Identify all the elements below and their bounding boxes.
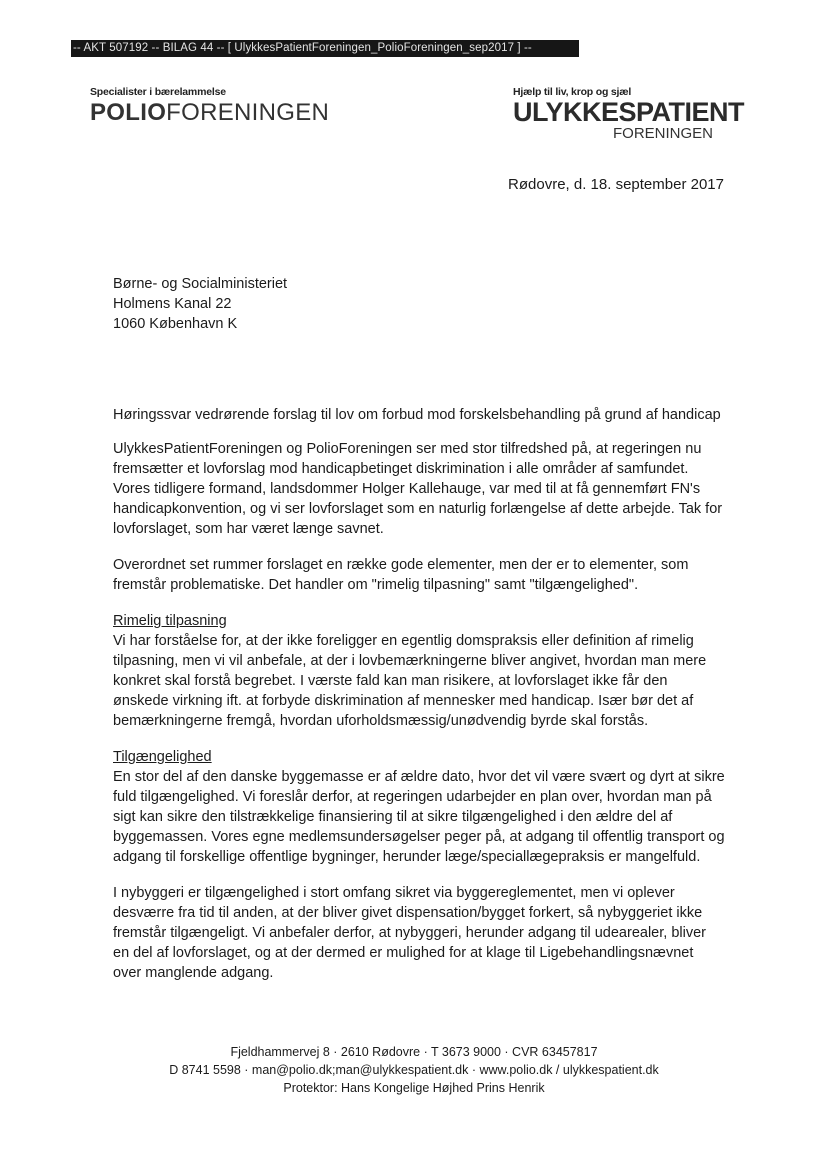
letter-footer	[0, 1043, 828, 1097]
ulykkespatient-wordmark: ULYKKESPATIENT	[513, 97, 745, 127]
recipient-street: Holmens Kanal 22	[113, 296, 232, 312]
recipient-city: 1060 København K	[113, 316, 238, 332]
polio-wordmark-rest: FORENINGEN	[166, 99, 330, 126]
recipient-address	[113, 274, 287, 334]
letter-body	[113, 405, 725, 999]
ulykkespatient-sub: FORENINGEN	[613, 125, 714, 142]
footer-protector: Protektor: Hans Kongelige Højhed Prins Henrik	[283, 1081, 545, 1095]
document-stamp: -- AKT 507192 -- BILAG 44 -- [ UlykkesPatientForeningen_PolioForeningen_sep2017 ] --	[71, 40, 579, 57]
paragraph-intro: UlykkesPatientForeningen og PolioForeningen ser med stor tilfredshed på, at regeringen nu fremsætter et lovforslag mod handicapbetinget diskrimination i alle områder af samfundet. Vores tidligere formand, landsdommer Holger Kallehauge, var med til at få gennemført FN's handicapkonvention, og vi ser lovforslaget som en naturlig forlængelse af dette arbejde. Tak for lovforslaget, som har været længe savnet.	[113, 441, 723, 537]
paragraph-overview: Overordnet set rummer forslaget en række gode elementer, men der er to elementer, som fremstår problematiske. Det handler om "rimelig tilpasning" samt "tilgængelighed".	[113, 557, 689, 593]
section-title-rimelig-tilpasning: Rimelig tilpasning	[113, 613, 227, 629]
ulykkespatient-tagline: Hjælp til liv, krop og sjæl	[513, 86, 632, 98]
letter-subject: Høringssvar vedrørende forslag til lov om forbud mod forskelsbehandling på grund af handicap	[113, 407, 721, 423]
polio-wordmark	[90, 100, 329, 126]
ulykkespatient-logo	[513, 86, 744, 142]
paragraph-nybyggeri: I nybyggeri er tilgængelighed i stort omfang sikret via byggereglementet, men vi oplever desværre fra tid til anden, at der bliver givet dispensation/bygget forkert, så nybyggeriet ikke fremstår tilgængeligt. Vi anbefaler derfor, at nybyggeri, herunder adgang til udearealer, bliver en del af lovforslaget, og at der dermed er mulighed for at klage til Ligebehandlingsnævnet over manglende adgang.	[113, 885, 706, 981]
polioforeningen-logo	[90, 86, 329, 126]
section-title-tilgaengelighed: Tilgængelighed	[113, 749, 212, 765]
polio-wordmark-bold: POLIO	[90, 99, 167, 126]
footer-address: Fjeldhammervej 8 · 2610 Rødovre · T 3673 9000 · CVR 63457817	[230, 1045, 598, 1059]
letter-date: Rødovre, d. 18. september 2017	[508, 176, 724, 193]
polio-tagline: Specialister i bærelammelse	[90, 86, 226, 98]
section-text-tilgaengelighed: En stor del af den danske byggemasse er af ældre dato, hvor det vil være svært og dyrt at sikre fuld tilgængelighed. Vi foreslår derfor, at regeringen udarbejder en plan over, hvordan man på sigt kan sikre den tilstrækkelige finansiering til at sikre tilgængelighed i den ældre del af byggemassen. Vores egne medlemsundersøgelser peger på, at adgang til offentlig transport og adgang til forskellige offentlige bygninger, herunder læge/speciallægepraksis er mangelfuld.	[113, 769, 725, 865]
section-text-rimelig-tilpasning: Vi har forståelse for, at der ikke foreligger en egentlig domspraksis eller definition af rimelig tilpasning, men vi vil anbefale, at der i lovbemærkningerne bliver angivet, hvordan man mere konkret skal forstå begrebet. I værste fald kan man risikere, at lovforslaget ikke får den ønskede virkning ift. at forbyde diskrimination af mennesker med handicap. Især bør det af bemærkningerne fremgå, hvordan uforholdsmæssig/unødvendig byrde skal forstås.	[113, 633, 707, 729]
footer-contact: D 8741 5598 · man@polio.dk;man@ulykkespatient.dk · www.polio.dk / ulykkespatient.dk	[169, 1063, 659, 1077]
recipient-name: Børne- og Socialministeriet	[113, 276, 288, 292]
